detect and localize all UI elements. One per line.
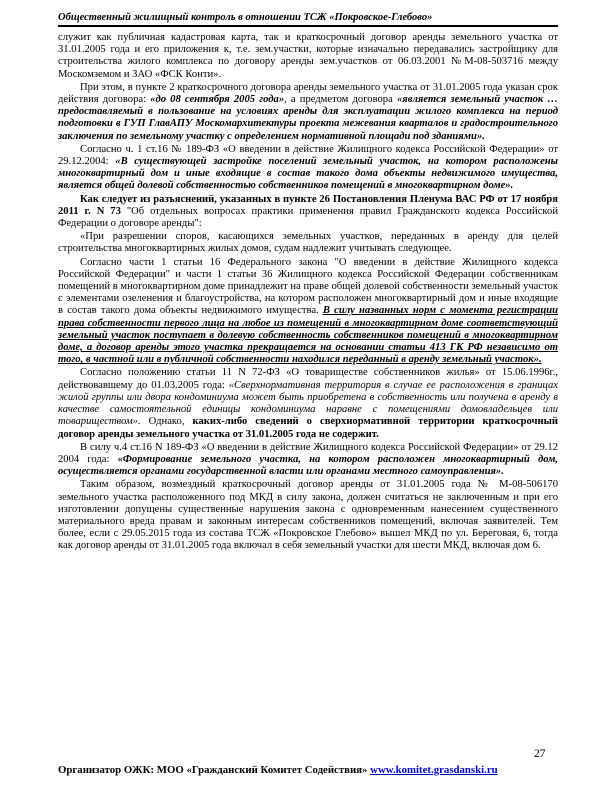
bold-run: Как следует из разъяснений, указанных в пункте 26 Постановления Пленума ВАС РФ от 17 ноября 2011 г. N 73: [58, 193, 558, 217]
law-quote: «В существующей застройке поселений земельный участок, на котором расположены многоквартирный дом и иные входящие в состав такого дома объекты недвижимого имущества, является общей долевой собственностью собственников помещений в многоквартирном доме».: [58, 156, 558, 192]
text-run: Согласно ч. 1 ст.16 № 189-ФЗ «О введении в действие Жилищного кодекса Российской Федерации» от 29.12.2004:: [58, 143, 558, 168]
paragraph: [58, 257, 558, 367]
paragraph: «При разрешении споров, касающихся земельных участков, переданных в аренду для целей строительства многоквартирных жилых домов, судам надлежит учитывать следующее.: [58, 231, 558, 255]
paragraph: [58, 82, 558, 143]
underlined-emphasis: В силу названных норм с момента регистрации права собственности первого лица на любое из помещений в многоквартирном доме соответствующий земельный участок поступает в долевую собственность собственников помещений в многоквартирном доме, а договор аренды этого участка прекращается на основании статьи 413 ГК РФ независимо от того, в частной или в публичной собственности находился переданный в аренду земельный участок».: [58, 305, 558, 366]
text-run: Согласно части 1 статьи 16 Федерального закона "О введении в действие Жилищного кодекса Российской Федерации" и части 1 статьи 36 Жилищного кодекса Российской Федерации собственникам помещений в многоквартирном доме принадлежит на праве общей долевой собственности земельный участок с элементами озеленения и благоустройства, на котором расположен многоквартирный дом и иные входящие в состав такого дома объекты недвижимого имущества.: [58, 256, 558, 317]
bold-run: каких-либо сведений о сверхнормативной территории краткосрочный договор аренды земельного участка от 31.01.2005 года не содержит.: [58, 416, 559, 440]
text-run: В силу ч.4 ст.16 N 189-ФЗ «О введении в действие Жилищного кодекса Российской Федерации» от 29.12 2004 года:: [58, 441, 558, 465]
italic-quote: «Сверхнормативная территория в случае ее расположения в границах жилой группы или двора кондоминиума может быть приобретена в собственность или получена в аренду в качестве самостоятельной единицы кондоминиума наравне с помещениями домовладельцев или товариществом».: [58, 379, 558, 428]
footer-text: Организатор ОЖК: МОО «Гражданский Комитет Содействия»: [58, 764, 368, 776]
quote-subject: «является земельный участок … предоставляемый в пользование на условиях аренды для эксплуатации жилого комплекса на период подготовки в ГУП ГлавАПУ Москомархитектуры проекта межевания кварталов и градостроительного заключения по земельному участку с определением нормативной площади под зданиями».: [58, 94, 559, 142]
page-footer: [58, 764, 558, 776]
paragraph: [58, 194, 558, 231]
text-run: Согласно положению статьи 11 N 72-ФЗ «О товариществе собственников жилья» от 15.06.1996г., действовавшему до 01.03.2005 года:: [58, 367, 558, 391]
quote-deadline: «до 08 сентября 2005 года»: [150, 94, 285, 106]
paragraph: [58, 442, 558, 479]
running-header: Общественный жилищный контроль в отношении ТСЖ «Покровское-Глебово»: [58, 12, 558, 27]
footer-link[interactable]: www.komitet.grasdanski.ru: [370, 764, 498, 776]
paragraph: [58, 144, 558, 193]
page-number: 27: [534, 748, 546, 760]
document-body: [58, 32, 558, 554]
paragraph: служит как публичная кадастровая карта, так и краткосрочный договор аренды земельного участка от 31.01.2005 года и его приложения к, т.е. зем.участки, которые изначально передавались застройщику для строительства жилого комплекса по договору аренды зем.участков от 06.03.2001 №М-08-503716 между Москомземом и ЗАО «ФСК Конти».: [58, 32, 558, 80]
text-run: , а предметом договора: [284, 94, 397, 106]
paragraph: Таким образом, возмездный краткосрочный договор аренды от 31.01.2005 года № М-08-506170 земельного участка расположенного под МКД в силу закона, должен считаться не заключенным и при его изготовлении допущены существенные нарушения закона с одновременным нанесением существенного материального вреда правам и законным интересам собственников помещений, включая заявителей. Тем более, если с 29.05.2015 года из состава ТСЖ «Покровское Глебово» вышел МКД по ул. Береговая, 6, тогда как договор аренды от 31.01.2005 года включал в себя земельный участки для шести МКД, включая дом 6.: [58, 479, 558, 552]
law-quote: «Формирование земельного участка, на котором расположен многоквартирный дом, осуществляется органами государственной власти или органами местного самоуправления».: [58, 453, 559, 478]
text-run: Однако,: [140, 416, 193, 428]
text-run: При этом, в пункте 2 краткосрочного договора аренды земельного участка от 31.01.2005 года указан срок действия договора:: [58, 81, 558, 106]
text-run: "Об отдельных вопросах практики применения правил Гражданского кодекса Российской Федерации о договоре аренды":: [58, 205, 558, 230]
paragraph: [58, 367, 558, 440]
